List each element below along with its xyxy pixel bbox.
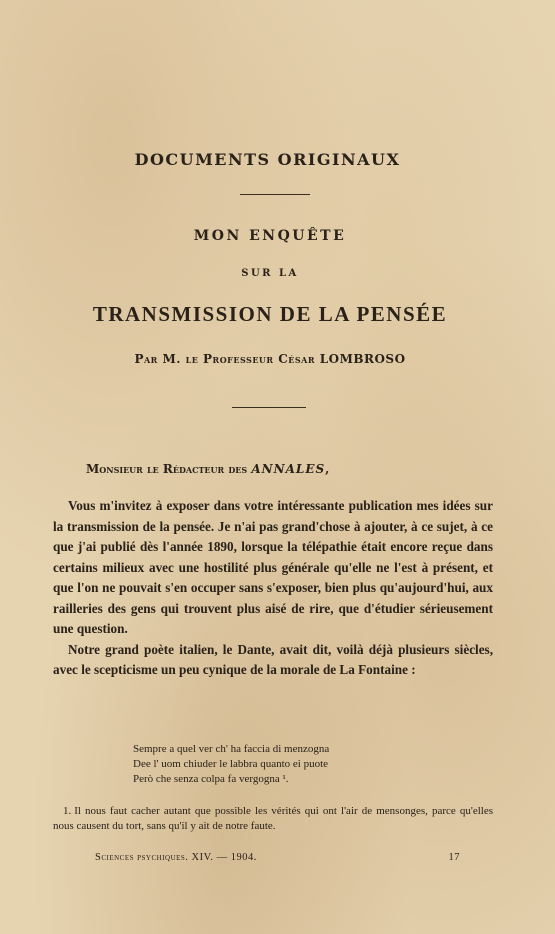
paragraph: Vous m'invitez à exposer dans votre intéressante publication mes idées sur la transmission de la pensée. Je n'ai pas grand'chose à ajouter, à ce sujet, à ce que j'ai publié dès l'année 1890, lorsque la télépathie était encore reçue dans certains milieux avec une hostilité plus générale qu'elle ne l'est à présent, et que l'on ne pouvait s'en occuper sans s'exposer, bien plus qu'aujourd'hui, aux railleries des gens qui trouvent plus aisé de rire, que d'étudier sérieusement une question. [53, 498, 493, 636]
salutation-punctuation: , [325, 462, 330, 476]
article-title: TRANSMISSION DE LA PENSÉE [92, 302, 448, 326]
footnote-number: 1. [63, 805, 72, 817]
section-title: DOCUMENTS ORIGINAUX [134, 150, 401, 169]
journal-name: ANNALES [251, 462, 326, 476]
verse-line: Sempre a quel ver ch' ha faccia di menzogna [133, 743, 330, 755]
divider [240, 194, 310, 195]
divider [232, 407, 306, 408]
author-line: Par M. le Professeur César LOMBROSO [134, 352, 406, 366]
verse-line: Però che senza colpa fa vergogna ¹. [133, 773, 289, 785]
journal-volume: Sciences psychiques. XIV. — 1904. [95, 852, 257, 863]
letter-salutation [86, 462, 526, 476]
subtitle: MON ENQUÊTE [193, 228, 347, 244]
paragraph: Notre grand poète italien, le Dante, avait dit, voilà déjà plusieurs siècles, avec le scepticisme un peu cynique de la morale de La Fontaine : [53, 641, 493, 677]
verse-quotation [133, 742, 473, 787]
letter-body [53, 496, 493, 681]
running-footer [95, 852, 460, 863]
salutation-text: Monsieur le Rédacteur des [86, 462, 248, 476]
footnote-text: Il nous faut cacher autant que possible les vérités qui ont l'air de mensonges, parce qu'elles nous causent du tort, sans qu'il y ait de notre faute. [53, 805, 493, 832]
subtitle-connector: SUR LA [241, 268, 299, 279]
verse-line: Dee l' uom chiuder le labbra quanto ei puote [133, 758, 329, 770]
footnote [53, 804, 493, 834]
page-number: 17 [448, 852, 460, 863]
